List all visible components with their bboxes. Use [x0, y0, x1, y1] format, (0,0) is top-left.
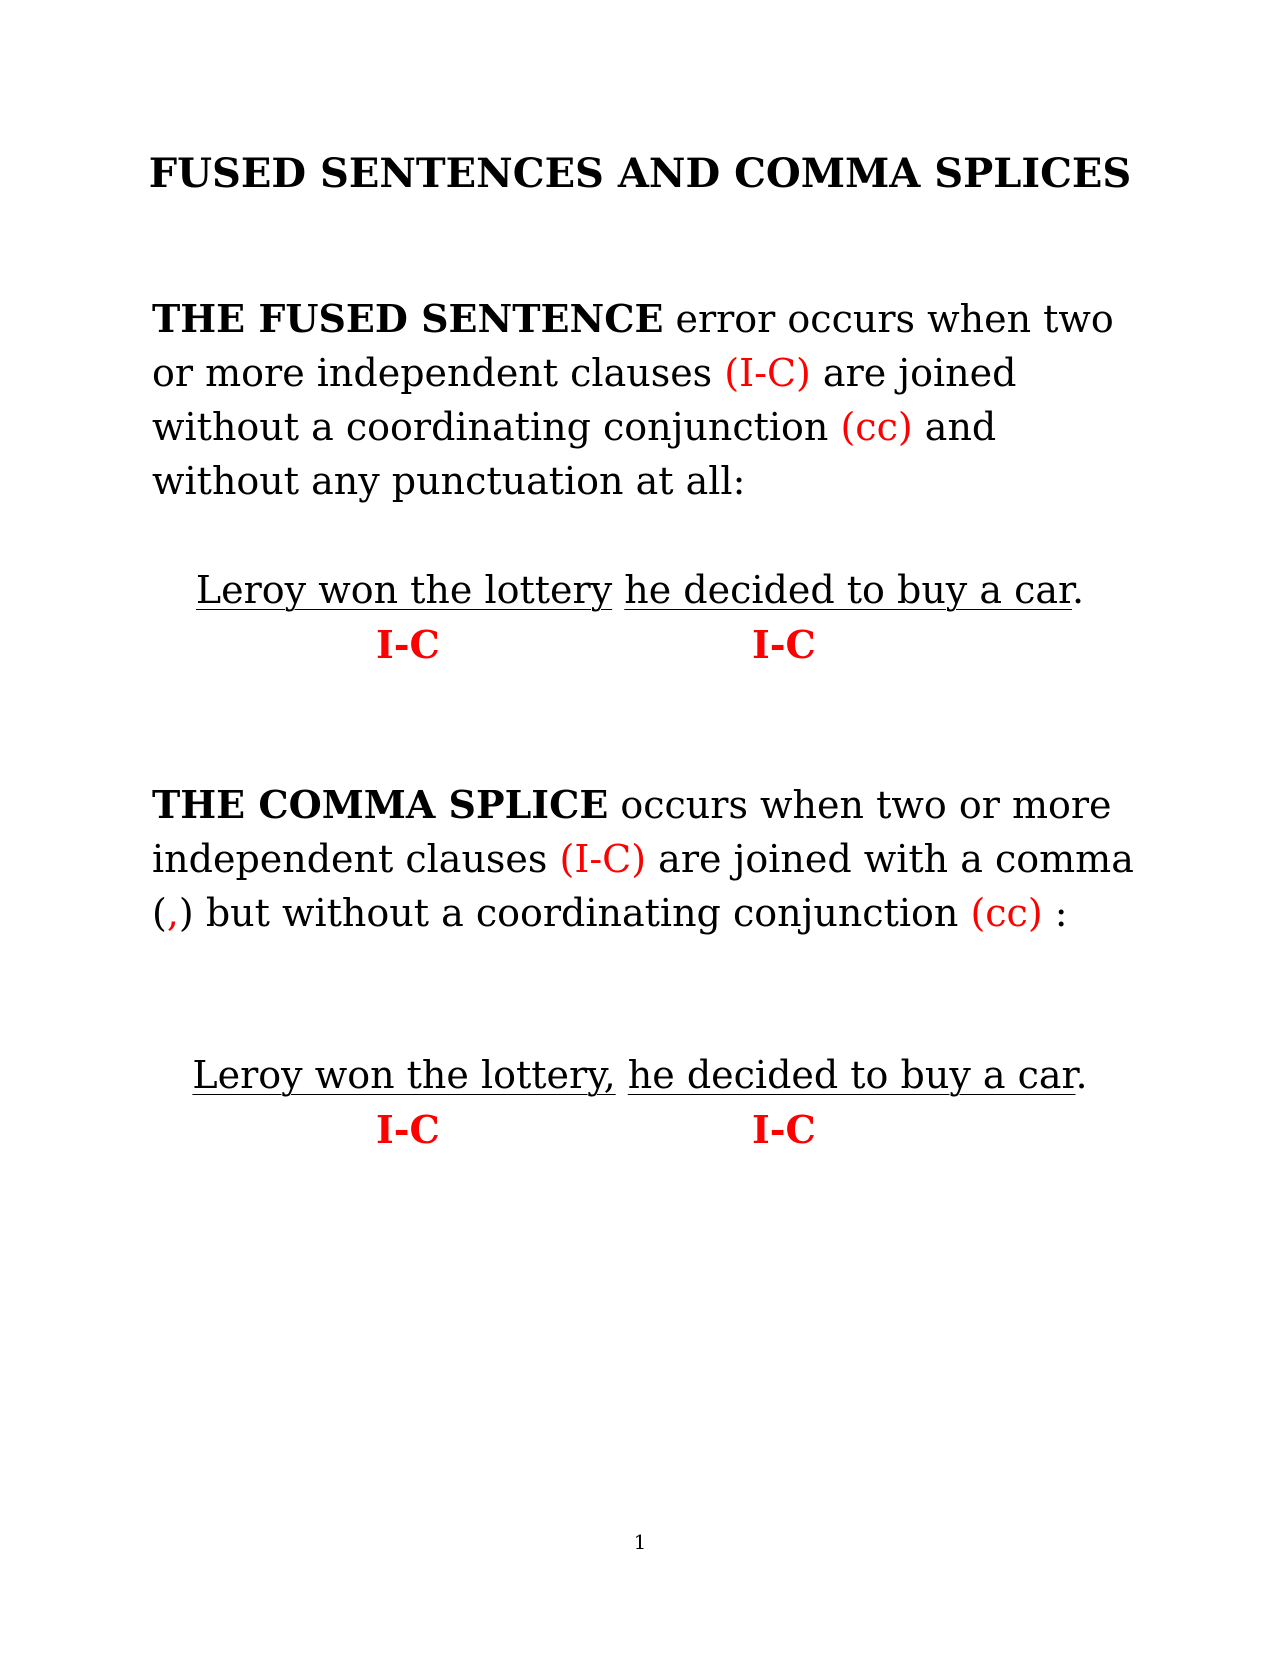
comma-splice-heading: THE COMMA SPLICE	[152, 782, 609, 827]
fused-example-separator	[612, 568, 624, 612]
fused-example-clause-2: he decided to buy a car	[624, 568, 1073, 612]
splice-comma-symbol: ,	[166, 891, 179, 935]
splice-text-4: :	[1042, 891, 1068, 935]
splice-text-2: are joined with a comma (	[152, 837, 1134, 935]
fused-clause-1-label: I-C	[376, 622, 440, 667]
splice-clause-2-label: I-C	[752, 1107, 816, 1152]
splice-ic-abbrev: (I-C)	[559, 837, 647, 881]
fused-example-sentence	[0, 563, 1280, 617]
splice-text-1: occurs when two or more independent clauses	[152, 783, 1112, 881]
splice-clause-1-label: I-C	[376, 1107, 440, 1152]
splice-example-end: .	[1075, 1053, 1088, 1097]
page-title: FUSED SENTENCES AND COMMA SPLICES	[148, 150, 1132, 197]
fused-example-end: .	[1072, 568, 1085, 612]
fused-sentence-definition	[152, 292, 1152, 508]
splice-example-sentence	[0, 1048, 1280, 1102]
splice-example-clause-1: Leroy won the lottery,	[192, 1053, 616, 1097]
page-number: 1	[633, 1530, 647, 1554]
splice-text-3: ) but without a coordinating conjunction	[178, 891, 971, 935]
fused-text-3: and without any punctuation at all:	[152, 405, 997, 503]
splice-example-separator	[616, 1053, 628, 1097]
splice-example-clause-2: he decided to buy a car	[627, 1053, 1076, 1097]
fused-text-2: are joined without a coordinating conjunction	[152, 351, 1017, 449]
fused-clause-2-label: I-C	[752, 622, 816, 667]
fused-text-1: error occurs when two or more independent clauses	[152, 297, 1114, 395]
splice-cc-abbrev: (cc)	[970, 891, 1043, 935]
fused-ic-abbrev: (I-C)	[724, 351, 811, 395]
fused-sentence-heading: THE FUSED SENTENCE	[152, 296, 664, 341]
fused-example-clause-1: Leroy won the lottery	[195, 568, 613, 612]
fused-cc-abbrev: (cc)	[840, 405, 913, 449]
comma-splice-definition	[152, 778, 1152, 940]
